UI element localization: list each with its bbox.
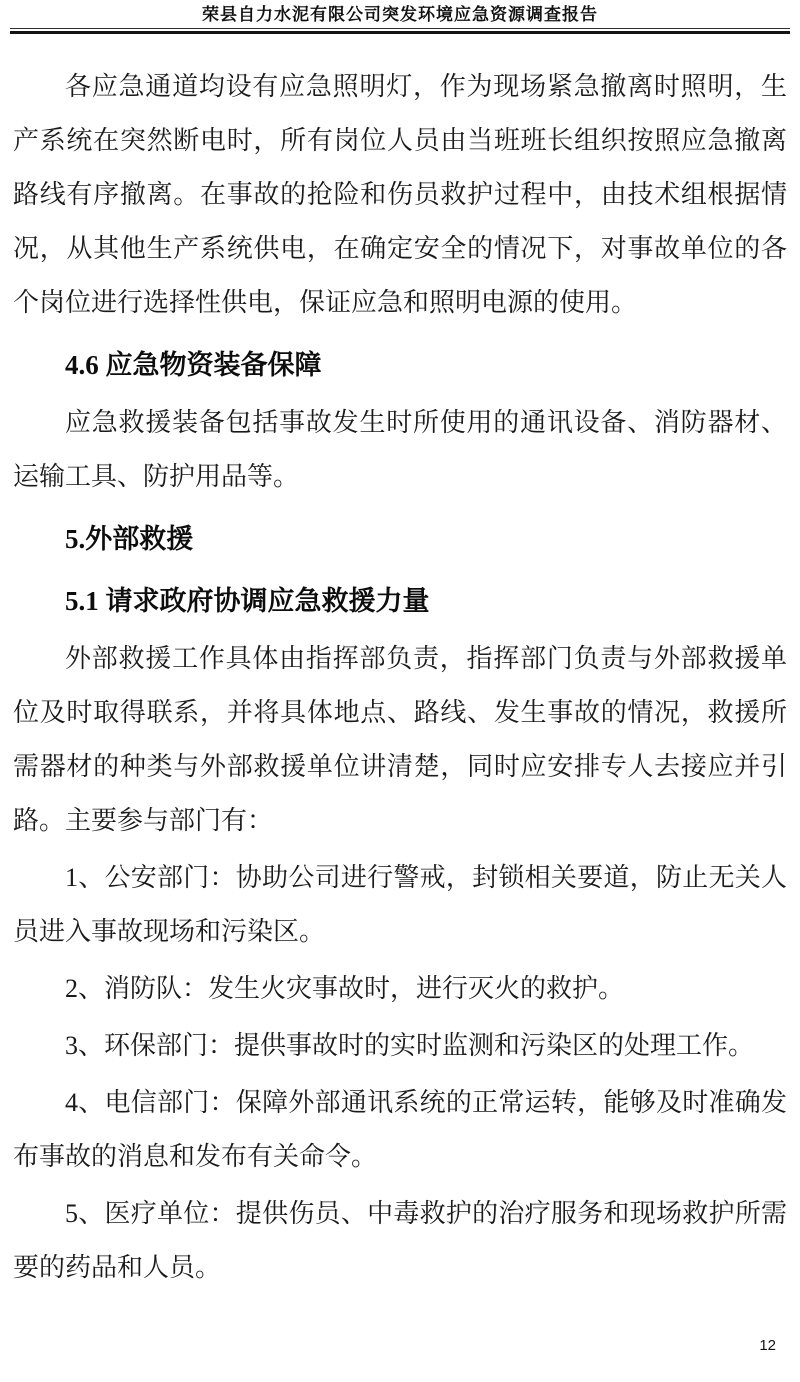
page-number: 12 (759, 1337, 776, 1354)
document-body (0, 34, 800, 1295)
document-header (0, 0, 800, 25)
header-title: 荣县自力水泥有限公司突发环境应急资源调查报告 (202, 5, 598, 24)
body-paragraph-rescue-equipment: 应急救援装备包括事故发生时所使用的通讯设备、消防器材、运输工具、防护用品等。 (13, 408, 787, 491)
section-heading-5: 5.外部救援 (65, 524, 194, 554)
list-item-fire-brigade: 2、消防队：发生火灾事故时，进行灭火的救护。 (65, 974, 625, 1003)
list-item-environmental-dept: 3、环保部门：提供事故时的实时监测和污染区的处理工作。 (65, 1031, 755, 1060)
list-item-medical-unit: 5、医疗单位：提供伤员、中毒救护的治疗服务和现场救护所需要的药品和人员。 (13, 1199, 787, 1282)
list-item-public-security: 1、公安部门：协助公司进行警戒，封锁相关要道，防止无关人员进入事故现场和污染区。 (13, 863, 787, 946)
body-paragraph-emergency-lighting: 各应急通道均设有应急照明灯，作为现场紧急撤离时照明，生产系统在突然断电时，所有岗位人员由当班班长组织按照应急撤离路线有序撤离。在事故的抢险和伤员救护过程中，由技术组根据情况，从其他生产系统供电，在确定安全的情况下，对事故单位的各个岗位进行选择性供电，保证应急和照明电源的使用。 (13, 72, 787, 317)
section-heading-5-1: 5.1 请求政府协调应急救援力量 (65, 586, 430, 616)
body-paragraph-external-rescue: 外部救援工作具体由指挥部负责，指挥部门负责与外部救援单位及时取得联系，并将具体地点、路线、发生事故的情况，救援所需器材的种类与外部救援单位讲清楚，同时应安排专人去接应并引路。主要参与部门有： (13, 644, 787, 835)
list-item-telecom-dept: 4、电信部门：保障外部通讯系统的正常运转，能够及时准确发布事故的消息和发布有关命令。 (13, 1088, 787, 1171)
section-heading-4-6: 4.6 应急物资装备保障 (65, 350, 322, 380)
